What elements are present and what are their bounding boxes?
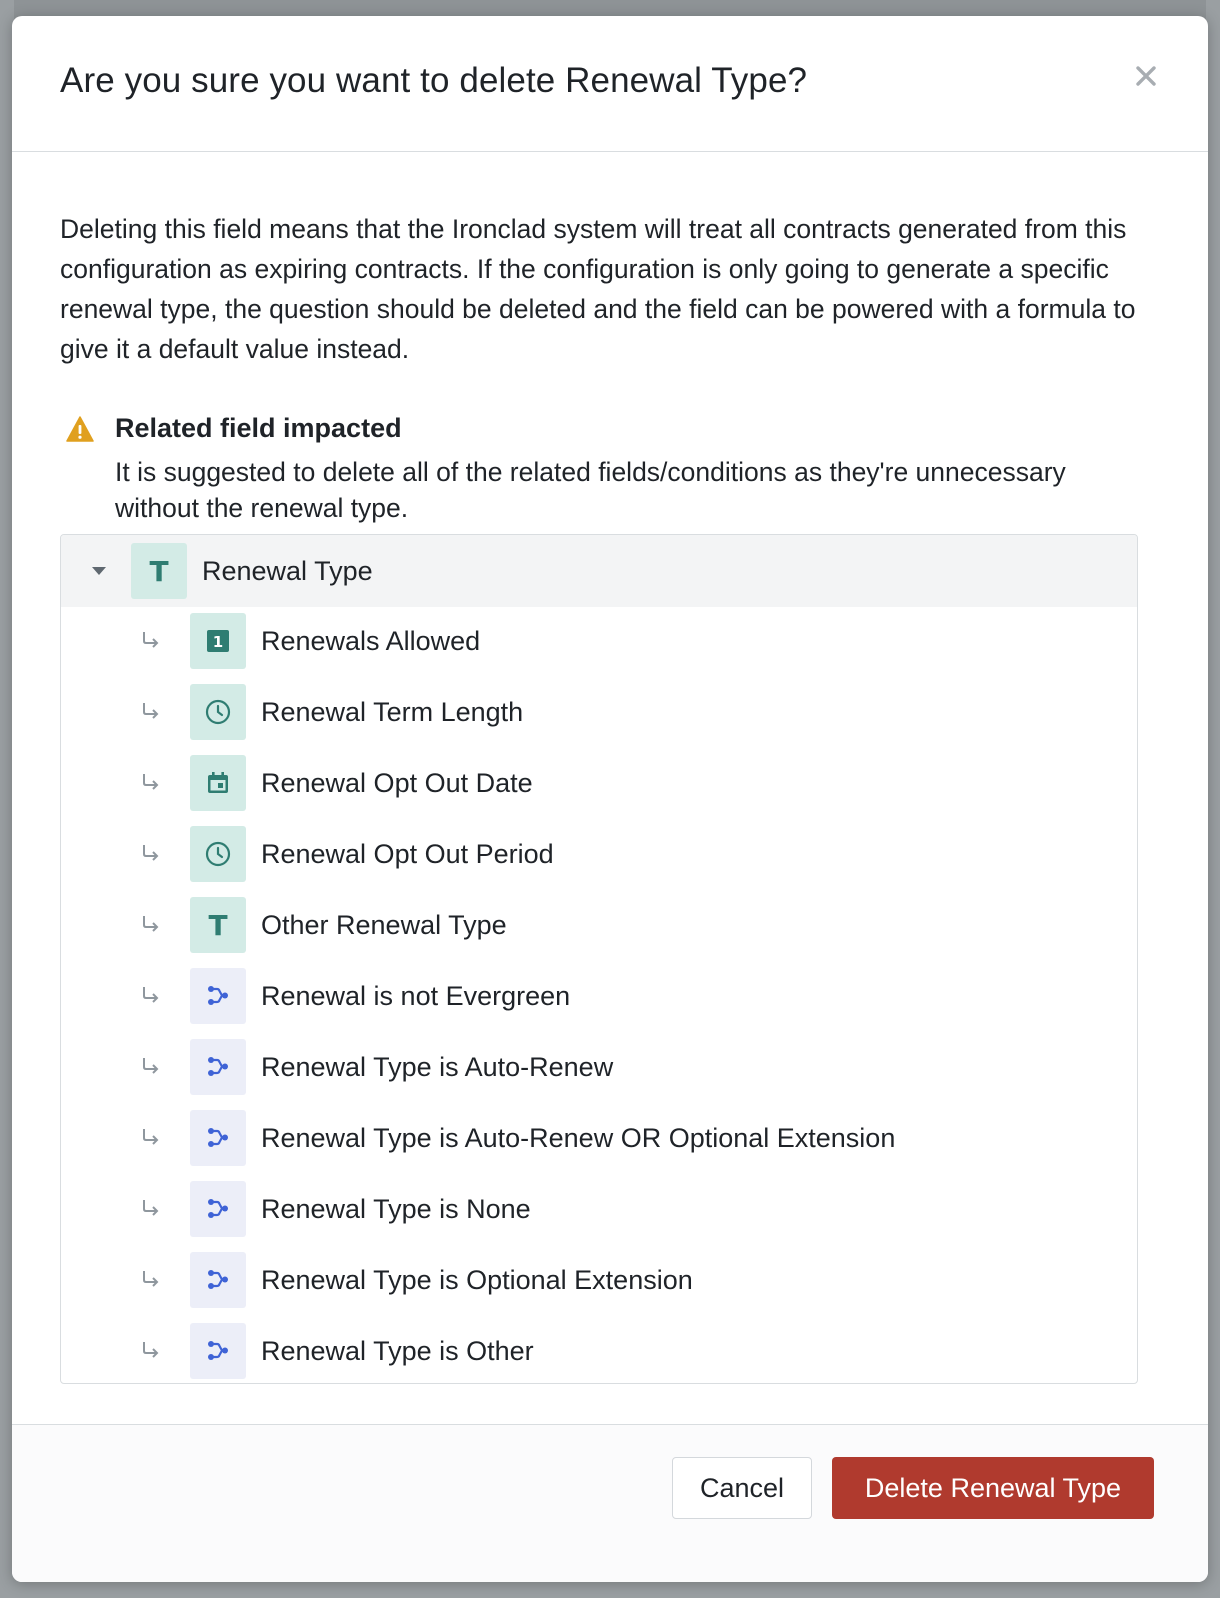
tree-child-label: Renewal Type is Auto-Renew (261, 1052, 614, 1082)
tree-child-row (61, 1245, 1137, 1316)
condition-icon (190, 968, 246, 1024)
tree-child-row (61, 1103, 1137, 1174)
close-button[interactable] (1130, 60, 1162, 92)
tree-child-label: Renewal Type is Auto-Renew OR Optional Extension (261, 1123, 896, 1153)
condition-icon (190, 1252, 246, 1308)
impact-text: It is suggested to delete all of the related fields/conditions as they're unnecessary without the renewal type. (115, 457, 1066, 523)
tree-child-label: Renewal Type is Optional Extension (261, 1265, 693, 1295)
child-arrow-icon (139, 1267, 163, 1291)
tree-child-label: Renewal Type is Other (261, 1336, 534, 1366)
delete-button-label: Delete Renewal Type (864, 1472, 1122, 1503)
cancel-button-label: Cancel (699, 1472, 785, 1503)
clock-icon (190, 684, 246, 740)
clock-icon (190, 826, 246, 882)
tree-child-row (61, 606, 1137, 677)
tree-root-label: Renewal Type (202, 556, 373, 586)
child-arrow-icon (139, 1125, 163, 1149)
child-arrow-icon (139, 912, 163, 936)
background-page-right (1206, 0, 1220, 1598)
text-field-icon: T (190, 897, 246, 953)
text-field-icon: T (131, 543, 187, 599)
number-field-icon (190, 613, 246, 669)
condition-icon (190, 1039, 246, 1095)
child-arrow-icon (139, 841, 163, 865)
tree-child-label: Other Renewal Type (261, 910, 507, 940)
delete-confirmation-modal (12, 16, 1208, 1582)
condition-icon (190, 1181, 246, 1237)
tree-child-row (61, 961, 1137, 1032)
tree-child-row (61, 748, 1137, 819)
child-arrow-icon (139, 770, 163, 794)
child-arrow-icon (139, 699, 163, 723)
tree-child-label: Renewal Type is None (261, 1194, 531, 1224)
tree-child-label: Renewal Opt Out Date (261, 768, 533, 798)
child-arrow-icon (139, 983, 163, 1007)
related-fields-tree (60, 534, 1138, 1384)
tree-child-row (61, 890, 1137, 961)
tree-child-label: Renewals Allowed (261, 626, 481, 656)
modal-header (12, 16, 1208, 152)
condition-icon (190, 1110, 246, 1166)
tree-child-row (61, 677, 1137, 748)
child-arrow-icon (139, 1338, 163, 1362)
svg-text:1: 1 (212, 633, 224, 651)
calendar-icon (190, 755, 246, 811)
tree-root-row (61, 535, 1137, 607)
tree-child-row (61, 1032, 1137, 1103)
caret-down-icon[interactable] (91, 565, 107, 577)
tree-child-row (61, 819, 1137, 890)
modal-description: Deleting this field means that the Ironclad system will treat all contracts generated from this configuration as expiring contracts. If the configuration is only going to generate a specific renewal type, the question should be deleted and the field can be powered with a formula to give it a default value instead. (60, 214, 1136, 364)
delete-button[interactable] (832, 1457, 1154, 1519)
child-arrow-icon (139, 1054, 163, 1078)
child-arrow-icon (139, 628, 163, 652)
tree-child-label: Renewal is not Evergreen (261, 981, 571, 1011)
tree-child-label: Renewal Term Length (261, 697, 524, 727)
cancel-button[interactable] (672, 1457, 812, 1519)
condition-icon (190, 1323, 246, 1379)
modal-footer (12, 1424, 1208, 1582)
tree-child-row (61, 1174, 1137, 1245)
modal-title: Are you sure you want to delete Renewal Type? (60, 61, 808, 100)
close-icon (1135, 65, 1157, 87)
tree-child-label: Renewal Opt Out Period (261, 839, 554, 869)
child-arrow-icon (139, 1196, 163, 1220)
warning-icon (66, 416, 94, 442)
tree-child-row (61, 1316, 1137, 1384)
impact-title: Related field impacted (115, 413, 402, 443)
